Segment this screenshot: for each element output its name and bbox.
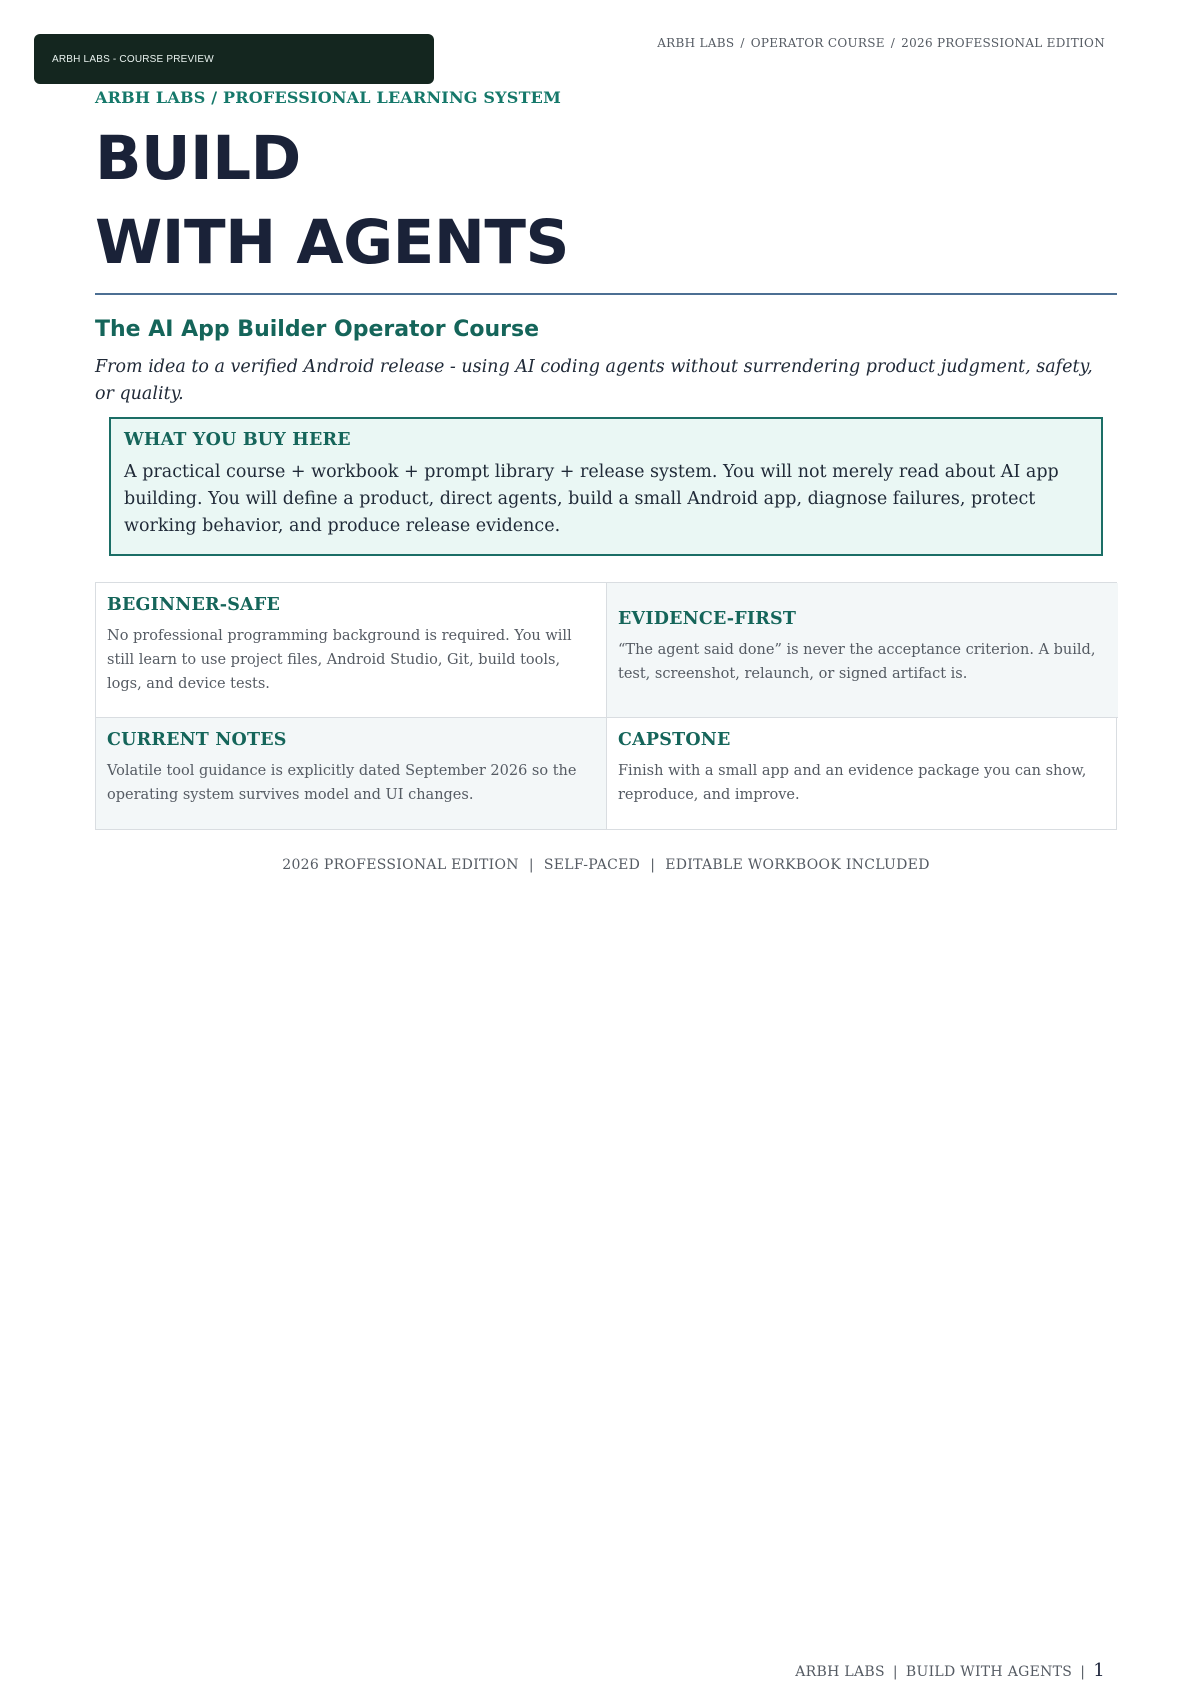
running-header-course: OPERATOR COURSE: [750, 36, 885, 50]
feature-card-current-notes: [96, 718, 607, 829]
feature-card-evidence-first: [607, 583, 1118, 718]
title-line-2: WITH AGENTS: [95, 207, 569, 278]
feature-card-beginner-safe: [96, 583, 607, 718]
page-number: 1: [1093, 1660, 1105, 1681]
feature-title: CURRENT NOTES: [107, 730, 287, 750]
page-title: [95, 117, 1117, 285]
running-header-org: ARBH LABS: [657, 36, 735, 50]
edition-separator: |: [650, 857, 656, 873]
cover-content: [95, 88, 1117, 873]
course-preview-badge: ARBH LABS - COURSE PREVIEW: [34, 34, 434, 84]
feature-title: CAPSTONE: [618, 730, 731, 750]
feature-body: “The agent said done” is never the acceptance criterion. A build, test, screenshot, relaunch, or signed artifact is.: [618, 641, 1096, 682]
footer-separator: |: [1080, 1664, 1086, 1680]
edition-item: EDITABLE WORKBOOK INCLUDED: [665, 857, 930, 873]
title-line-1: BUILD: [95, 123, 301, 194]
callout-body: A practical course + workbook + prompt library + release system. You will not merely read about AI app building. You will define a product, direct agents, build a small Android app, diagnose failures, protect working behavior, and produce release evidence.: [124, 462, 1059, 536]
course-subtitle: The AI App Builder Operator Course: [95, 317, 539, 342]
feature-grid: [95, 582, 1117, 830]
running-header-separator: /: [890, 36, 896, 50]
kicker: ARBH LABS / PROFESSIONAL LEARNING SYSTEM: [95, 88, 561, 107]
footer-title: BUILD WITH AGENTS: [905, 1664, 1073, 1680]
edition-separator: |: [528, 857, 534, 873]
running-header: [657, 36, 1105, 50]
footer-separator: |: [892, 1664, 898, 1680]
course-tagline: From idea to a verified Android release - using AI coding agents without surrendering product judgment, safety, or quality.: [95, 357, 1093, 404]
feature-body: No professional programming background is required. You will still learn to use project files, Android Studio, Git, build tools, logs, and device tests.: [107, 628, 572, 692]
footer-org: ARBH LABS: [795, 1664, 885, 1680]
feature-title: BEGINNER-SAFE: [107, 595, 280, 615]
feature-title: EVIDENCE-FIRST: [618, 608, 797, 629]
page-footer: [795, 1660, 1105, 1681]
edition-line: [95, 857, 1117, 873]
what-you-buy-callout: [109, 417, 1103, 556]
callout-title: WHAT YOU BUY HERE: [124, 430, 351, 450]
edition-item: 2026 PROFESSIONAL EDITION: [282, 857, 519, 873]
feature-card-capstone: [607, 718, 1118, 829]
running-header-edition: 2026 PROFESSIONAL EDITION: [901, 36, 1105, 50]
feature-body: Volatile tool guidance is explicitly dated September 2026 so the operating system survives model and UI changes.: [107, 763, 577, 803]
edition-item: SELF-PACED: [543, 857, 641, 873]
feature-body: Finish with a small app and an evidence package you can show, reproduce, and improve.: [618, 763, 1087, 803]
title-divider: [95, 293, 1117, 295]
running-header-separator: /: [740, 36, 745, 50]
